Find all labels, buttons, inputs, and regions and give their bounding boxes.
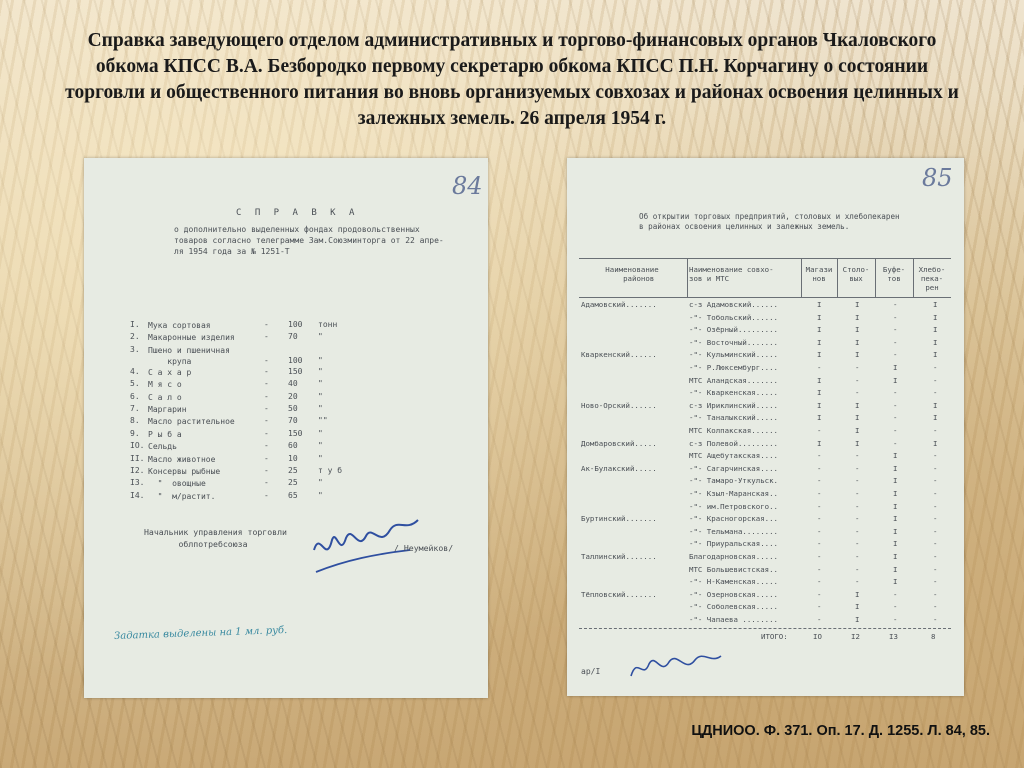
row-bakeries: I	[933, 337, 938, 347]
table-row	[579, 489, 951, 501]
row-buffets: I	[893, 552, 898, 561]
item-number: 6.	[130, 391, 140, 401]
table-row	[579, 577, 951, 589]
item-number: I2.	[130, 466, 145, 475]
row-bakeries: -	[933, 451, 938, 461]
row-canteens: -	[855, 577, 860, 587]
row-bakeries: -	[933, 476, 938, 486]
item-quantity: 100	[288, 355, 303, 365]
row-shops: -	[817, 589, 822, 599]
row-bakeries: -	[933, 602, 938, 612]
item-quantity: 100	[288, 320, 303, 329]
item-name: Мука сортовая	[148, 321, 211, 330]
row-farm: -"- Н-Каменская.....	[689, 577, 778, 587]
table-row	[579, 426, 951, 438]
row-buffets: I	[893, 526, 898, 536]
row-buffets: -	[893, 589, 898, 599]
row-buffets: I	[893, 463, 898, 473]
row-bakeries: -	[933, 564, 938, 574]
table-row	[579, 401, 951, 413]
row-farm: -"- Соболевская.....	[689, 602, 778, 612]
row-shops: -	[817, 552, 822, 561]
row-shops: I	[817, 400, 822, 410]
item-quantity: 70	[288, 332, 298, 342]
row-canteens: I	[855, 589, 860, 599]
row-farm: -"- Кульминский.....	[689, 350, 778, 360]
row-buffets: -	[893, 413, 898, 423]
row-district: Ак-Булакский.....	[581, 463, 657, 473]
item-dash: -	[264, 466, 269, 475]
row-buffets: I	[893, 577, 898, 587]
row-buffets: -	[893, 337, 898, 347]
document-page-85	[567, 158, 964, 696]
item-name: " овощные	[148, 479, 206, 489]
item-number: 9.	[130, 428, 140, 438]
item-name: Консервы рыбные	[148, 467, 221, 476]
row-district: Кваркенский......	[581, 350, 657, 360]
row-shops: -	[817, 363, 822, 372]
item-dash: -	[264, 379, 269, 389]
row-farm: МТС Колпакская......	[689, 426, 778, 435]
row-buffets: I	[893, 476, 898, 486]
row-farm: -"- Приуральская....	[689, 539, 778, 549]
row-shops: I	[817, 312, 822, 322]
item-unit: т у б	[318, 466, 343, 475]
table-row	[579, 350, 951, 362]
row-district: Буртинский.......	[581, 514, 657, 524]
signature-mark	[627, 646, 727, 686]
row-canteens: I	[855, 312, 860, 322]
item-number: 8.	[130, 416, 140, 426]
row-bakeries: I	[933, 413, 938, 423]
row-shops: I	[817, 388, 822, 398]
document-footer: ар/I	[581, 667, 601, 676]
item-dash: -	[264, 428, 269, 438]
item-dash: -	[264, 332, 269, 342]
row-canteens: -	[855, 501, 860, 511]
row-shops: -	[817, 501, 822, 511]
item-dash: -	[264, 490, 269, 500]
item-number: 3.	[130, 344, 140, 354]
row-buffets: -	[893, 615, 898, 624]
row-bakeries: I	[933, 300, 938, 309]
row-shops: -	[817, 514, 822, 524]
row-canteens: -	[855, 539, 860, 549]
item-number: I.	[130, 320, 140, 329]
item-name: Маргарин	[148, 405, 187, 414]
item-dash: -	[264, 404, 269, 413]
item-quantity: 60	[288, 441, 298, 451]
item-number: II.	[130, 453, 145, 463]
item-unit: "	[318, 490, 323, 500]
item-name: М я с о	[148, 380, 182, 390]
item-unit: "	[318, 379, 323, 389]
row-canteens: -	[855, 463, 860, 473]
total-canteens: I2	[851, 632, 860, 641]
row-canteens: -	[855, 564, 860, 574]
row-bakeries: I	[933, 400, 938, 410]
row-buffets: -	[893, 312, 898, 322]
row-canteens: -	[855, 489, 860, 498]
item-number: 2.	[130, 332, 140, 342]
row-buffets: -	[893, 426, 898, 435]
table-row	[579, 602, 951, 614]
header-buffets: Буфе- тов	[882, 265, 906, 283]
row-buffets: -	[893, 300, 898, 309]
row-buffets: I	[893, 451, 898, 461]
item-name: С а х а р	[148, 367, 192, 377]
table-row	[579, 552, 951, 564]
document-heading: Об открытии торговых предприятий, столовых и хлебопекарен в районах освоения целинных и залежных земель.	[639, 212, 900, 231]
row-bakeries: -	[933, 526, 938, 536]
row-canteens: -	[855, 451, 860, 461]
item-unit: ""	[318, 416, 328, 426]
row-shops: I	[817, 337, 822, 347]
row-buffets: -	[893, 438, 898, 448]
row-shops: -	[817, 426, 822, 435]
item-quantity: 50	[288, 404, 298, 413]
row-canteens: -	[855, 476, 860, 486]
table-row	[579, 527, 951, 539]
item-number: I3.	[130, 478, 145, 488]
item-dash: -	[264, 366, 269, 376]
row-farm: -"- им.Петровского..	[689, 501, 778, 511]
item-unit: "	[318, 478, 323, 488]
header-canteens: Столо- вых	[842, 265, 870, 283]
total-buffets: I3	[889, 632, 898, 641]
document-intro: о дополнительно выделенных фондах продовольственных товаров согласно телеграмме Зам.Союзминторга от 22 апре- ля 1954 года за № 1251-Т	[174, 225, 444, 256]
row-buffets: I	[893, 501, 898, 511]
row-buffets: I	[893, 539, 898, 549]
item-name: Р ы б а	[148, 429, 182, 439]
table-row	[579, 413, 951, 425]
item-number: I4.	[130, 490, 145, 500]
row-district: Тёпловский.......	[581, 589, 657, 599]
row-canteens: -	[855, 375, 860, 385]
row-farm: -"- Кзыл-Маранская..	[689, 489, 778, 498]
row-buffets: I	[893, 489, 898, 498]
item-unit: "	[318, 428, 323, 438]
row-buffets: I	[893, 363, 898, 372]
row-shops: I	[817, 300, 822, 309]
row-bakeries: -	[933, 501, 938, 511]
row-farm: -"- Озёрный.........	[689, 325, 778, 335]
row-shops: -	[817, 451, 822, 461]
row-canteens: I	[855, 426, 860, 435]
page-title: Справка заведующего отделом административных и торгово-финансовых органов Чкаловского обкома КПСС В.А. Безбородко первому секретарю обкома КПСС П.Н. Корчагину о состоянии торговли и общественного питания во вновь организуемых совхозах и районах освоения целинных и залежных земель. 26 апреля 1954 г.	[65, 30, 959, 129]
item-number: 7.	[130, 404, 140, 413]
row-buffets: I	[893, 564, 898, 574]
item-dash: -	[264, 441, 269, 451]
row-canteens: -	[855, 526, 860, 536]
table-row	[579, 590, 951, 602]
page-number: 84	[452, 172, 483, 200]
row-bakeries: -	[933, 489, 938, 498]
item-dash: -	[264, 355, 269, 365]
item-quantity: 25	[288, 478, 298, 488]
total-shops: IO	[813, 632, 822, 641]
row-bakeries: -	[933, 375, 938, 385]
row-bakeries: -	[933, 388, 938, 398]
row-farm: с-з Ириклинский.....	[689, 400, 778, 410]
row-bakeries: -	[933, 552, 938, 561]
row-district: Домбаровский.....	[581, 438, 657, 448]
header-districts: Наименование районов	[605, 265, 659, 283]
row-canteens: I	[855, 413, 860, 423]
item-name: С а л о	[148, 392, 182, 402]
row-bakeries: -	[933, 514, 938, 524]
item-quantity: 25	[288, 466, 298, 475]
item-dash: -	[264, 478, 269, 488]
table-row	[579, 615, 951, 627]
row-buffets: -	[893, 602, 898, 612]
row-shops: -	[817, 539, 822, 549]
header-bakeries: Хлебо- пека- рен	[918, 265, 946, 292]
row-farm: -"- Тельмана........	[689, 526, 778, 536]
row-canteens: I	[855, 325, 860, 335]
row-bakeries: -	[933, 577, 938, 587]
handwritten-note: Задатка выделены на 1 мл. руб.	[113, 624, 288, 643]
row-canteens: I	[855, 602, 860, 612]
item-quantity: 150	[288, 366, 303, 376]
item-quantity: 40	[288, 379, 298, 389]
total-bakeries: 8	[931, 632, 936, 641]
item-name: Сельдь	[148, 442, 177, 452]
table-row	[579, 539, 951, 551]
row-buffets: -	[893, 388, 898, 398]
row-buffets: I	[893, 375, 898, 385]
item-quantity: 20	[288, 391, 298, 401]
archive-source: ЦДНИОО. Ф. 371. Оп. 17. Д. 1255. Л. 84, 85.	[691, 723, 990, 739]
row-bakeries: I	[933, 325, 938, 335]
item-name: Масло животное	[148, 454, 216, 464]
item-dash: -	[264, 320, 269, 329]
item-name: Макаронные изделия	[148, 333, 235, 343]
row-canteens: I	[855, 438, 860, 448]
table-row	[579, 325, 951, 337]
table-row	[579, 338, 951, 350]
row-shops: -	[817, 564, 822, 574]
item-unit: "	[318, 441, 323, 451]
row-shops: I	[817, 350, 822, 360]
signature-title: Начальник управления торговли облпотребсоюза	[144, 527, 287, 549]
row-farm: -"- Восточный.......	[689, 337, 778, 347]
page-number: 85	[922, 164, 953, 192]
row-canteens: I	[855, 350, 860, 360]
table-row	[579, 300, 951, 312]
row-farm: -"- Чапаева ........	[689, 615, 778, 624]
item-name: " м/растит.	[148, 491, 216, 501]
table-row	[579, 388, 951, 400]
row-bakeries: I	[933, 438, 938, 448]
row-canteens: -	[855, 514, 860, 524]
table-row	[579, 439, 951, 451]
item-unit: "	[318, 391, 323, 401]
row-farm: МТС Большевистская..	[689, 564, 778, 574]
item-number: IO.	[130, 441, 145, 451]
row-shops: I	[817, 375, 822, 385]
row-district: Ново-Орский......	[581, 400, 657, 410]
row-canteens: I	[855, 400, 860, 410]
table-row	[579, 363, 951, 375]
row-shops: -	[817, 526, 822, 536]
table-row	[579, 565, 951, 577]
item-unit: тонн	[318, 320, 338, 329]
row-farm: -"- Кваркенская.....	[689, 388, 778, 398]
table-row	[579, 313, 951, 325]
total-label: ИТОГО:	[761, 632, 788, 641]
table-row	[579, 376, 951, 388]
item-dash: -	[264, 391, 269, 401]
row-buffets: -	[893, 325, 898, 335]
row-farm: МТС Аландская.......	[689, 375, 778, 385]
row-district: Таллинский.......	[581, 552, 657, 561]
row-farm: -"- Красногорская...	[689, 514, 778, 524]
table-row	[579, 476, 951, 488]
row-farm: Благодарновская.....	[689, 552, 778, 561]
row-farm: -"- Р.Люксембург....	[689, 363, 778, 372]
row-shops: -	[817, 615, 822, 624]
table-row	[579, 502, 951, 514]
row-farm: -"- Озерновская.....	[689, 589, 778, 599]
item-dash: -	[264, 416, 269, 426]
row-buffets: I	[893, 514, 898, 524]
item-quantity: 65	[288, 490, 298, 500]
row-canteens: -	[855, 552, 860, 561]
row-canteens: -	[855, 388, 860, 398]
item-name: Пшено и пшеничная крупа	[148, 345, 230, 366]
signature-name: / Неумейков/	[394, 543, 454, 553]
row-canteens: -	[855, 363, 860, 372]
row-bakeries: -	[933, 615, 938, 624]
row-bakeries: I	[933, 312, 938, 322]
item-unit: "	[318, 366, 323, 376]
table-total-row	[579, 628, 951, 643]
row-shops: -	[817, 463, 822, 473]
document-page-84	[84, 158, 488, 698]
row-shops: -	[817, 489, 822, 498]
row-district: Адамовский.......	[581, 300, 657, 309]
row-bakeries: -	[933, 363, 938, 372]
item-unit: "	[318, 404, 323, 413]
row-canteens: I	[855, 337, 860, 347]
row-bakeries: I	[933, 350, 938, 360]
table-header	[579, 258, 951, 298]
table-row	[579, 514, 951, 526]
header-farms: Наименование совхо- зов и МТС	[689, 265, 774, 283]
item-quantity: 70	[288, 416, 298, 426]
row-shops: -	[817, 476, 822, 486]
document-heading: С П Р А В К А	[236, 208, 359, 218]
row-shops: I	[817, 325, 822, 335]
row-bakeries: -	[933, 589, 938, 599]
row-farm: -"- Тамаро-Уткульск.	[689, 476, 778, 486]
item-quantity: 150	[288, 428, 303, 438]
row-farm: -"- Таналыкский.....	[689, 413, 778, 423]
row-canteens: I	[855, 615, 860, 624]
row-shops: I	[817, 438, 822, 448]
item-unit: "	[318, 332, 323, 342]
table-row	[579, 451, 951, 463]
item-name: Масло растительное	[148, 417, 235, 427]
item-number: 5.	[130, 379, 140, 389]
row-canteens: I	[855, 300, 860, 309]
item-number: 4.	[130, 366, 140, 376]
row-shops: I	[817, 413, 822, 423]
row-farm: с-з Полевой.........	[689, 438, 778, 448]
row-bakeries: -	[933, 463, 938, 473]
row-farm: с-з Адамовский......	[689, 300, 778, 309]
item-dash: -	[264, 453, 269, 463]
header-shops: Магази нов	[805, 265, 833, 283]
table-row	[579, 464, 951, 476]
item-quantity: 10	[288, 453, 298, 463]
row-shops: -	[817, 577, 822, 587]
row-bakeries: -	[933, 539, 938, 549]
row-buffets: -	[893, 350, 898, 360]
item-unit: "	[318, 355, 323, 365]
row-farm: МТС Ащебутакская....	[689, 451, 778, 461]
row-buffets: -	[893, 400, 898, 410]
item-unit: "	[318, 453, 323, 463]
row-farm: -"- Тобольский......	[689, 312, 778, 322]
row-farm: -"- Сагарчинская....	[689, 463, 778, 473]
row-shops: -	[817, 602, 822, 612]
row-bakeries: -	[933, 426, 938, 435]
